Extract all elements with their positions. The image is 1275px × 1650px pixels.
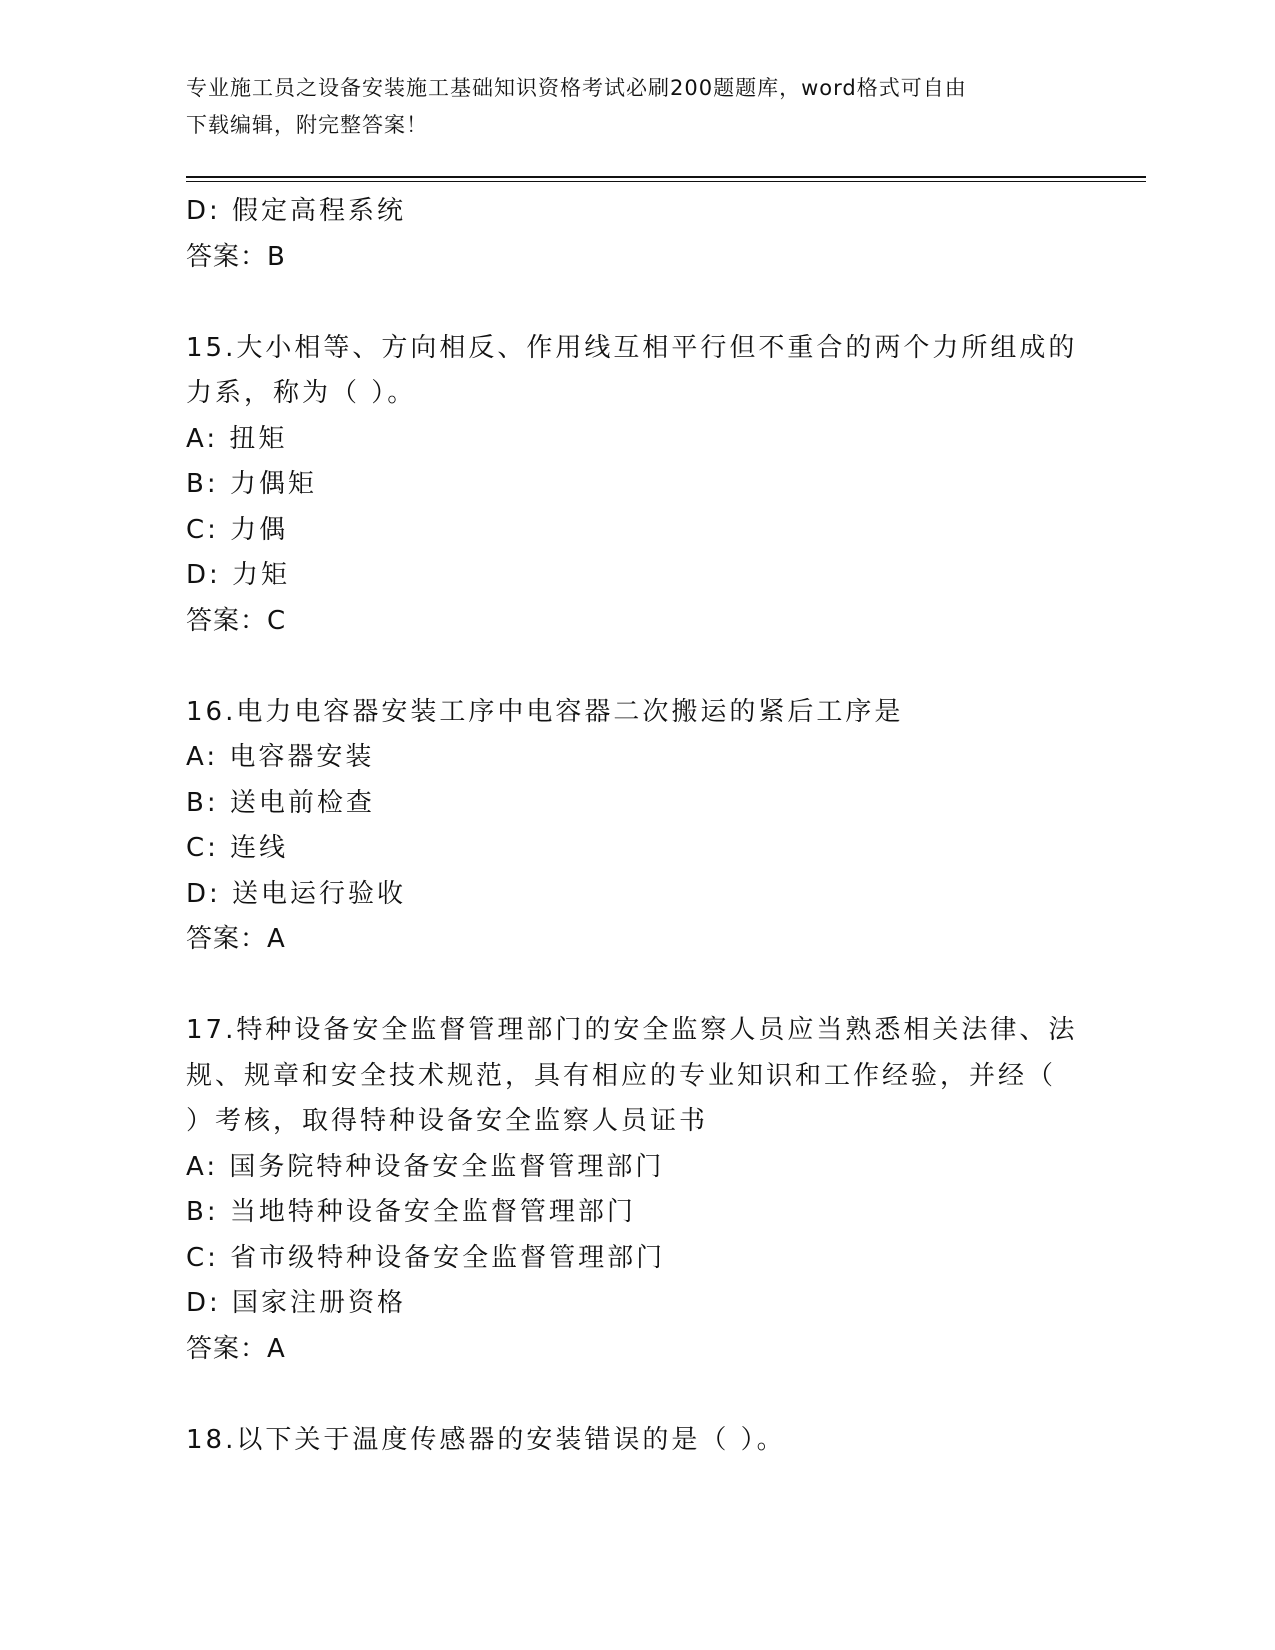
- spacer: [186, 644, 1086, 690]
- q17-stem-line-2: 规、规章和安全技术规范，具有相应的专业知识和工作经验，并经（: [186, 1060, 1057, 1091]
- prev-answer: 答案：B: [186, 241, 286, 272]
- header-line-2: 下载编辑，附完整答案！: [186, 113, 428, 137]
- q17-stem-line-1: 17.特种设备安全监督管理部门的安全监察人员应当熟悉相关法律、法: [186, 1015, 1078, 1045]
- q17-option-a: A: 国务院特种设备安全监督管理部门: [186, 1151, 665, 1182]
- q15-stem-line-2: 力系，称为（ ）。: [186, 378, 417, 408]
- document-header: [186, 70, 1086, 144]
- prev-option-d: D: 假定高程系统: [186, 196, 407, 226]
- q17-option-c: C: 省市级特种设备安全监督管理部门: [186, 1242, 666, 1273]
- q16-option-b: B: 送电前检查: [186, 787, 375, 818]
- q16-option-c: C: 连线: [186, 833, 289, 863]
- spacer: [186, 963, 1086, 1009]
- q17-option-d: D: 国家注册资格: [186, 1288, 407, 1318]
- spacer: [186, 1372, 1086, 1418]
- spacer: [186, 280, 1086, 326]
- q15-option-d: D: 力矩: [186, 560, 291, 590]
- header-rule-thin: [186, 181, 1146, 182]
- q18-stem-line-1: 18.以下关于温度传感器的安装错误的是（ ）。: [186, 1424, 786, 1455]
- q16-option-d: D: 送电运行验收: [186, 878, 407, 909]
- q15-stem-line-1: 15.大小相等、方向相反、作用线互相平行但不重合的两个力所组成的: [186, 332, 1078, 363]
- question-list: [186, 189, 1086, 1463]
- header-line-1: 专业施工员之设备安装施工基础知识资格考试必刷200题题库，word格式可自由: [186, 76, 967, 100]
- q17-answer: 答案：A: [186, 1333, 286, 1364]
- q16-answer: 答案：A: [186, 924, 286, 954]
- q15-answer: 答案：C: [186, 605, 287, 636]
- q16-option-a: A: 电容器安装: [186, 742, 375, 772]
- q15-option-b: B: 力偶矩: [186, 469, 317, 499]
- q15-option-a: A: 扭矩: [186, 423, 288, 454]
- q17-option-b: B: 当地特种设备安全监督管理部门: [186, 1197, 636, 1227]
- q15-option-c: C: 力偶: [186, 514, 289, 545]
- q17-stem-line-3: ）考核，取得特种设备安全监察人员证书: [186, 1106, 709, 1136]
- q16-stem-line-1: 16.电力电容器安装工序中电容器二次搬运的紧后工序是: [186, 696, 904, 727]
- header-rule-thick: [186, 176, 1146, 178]
